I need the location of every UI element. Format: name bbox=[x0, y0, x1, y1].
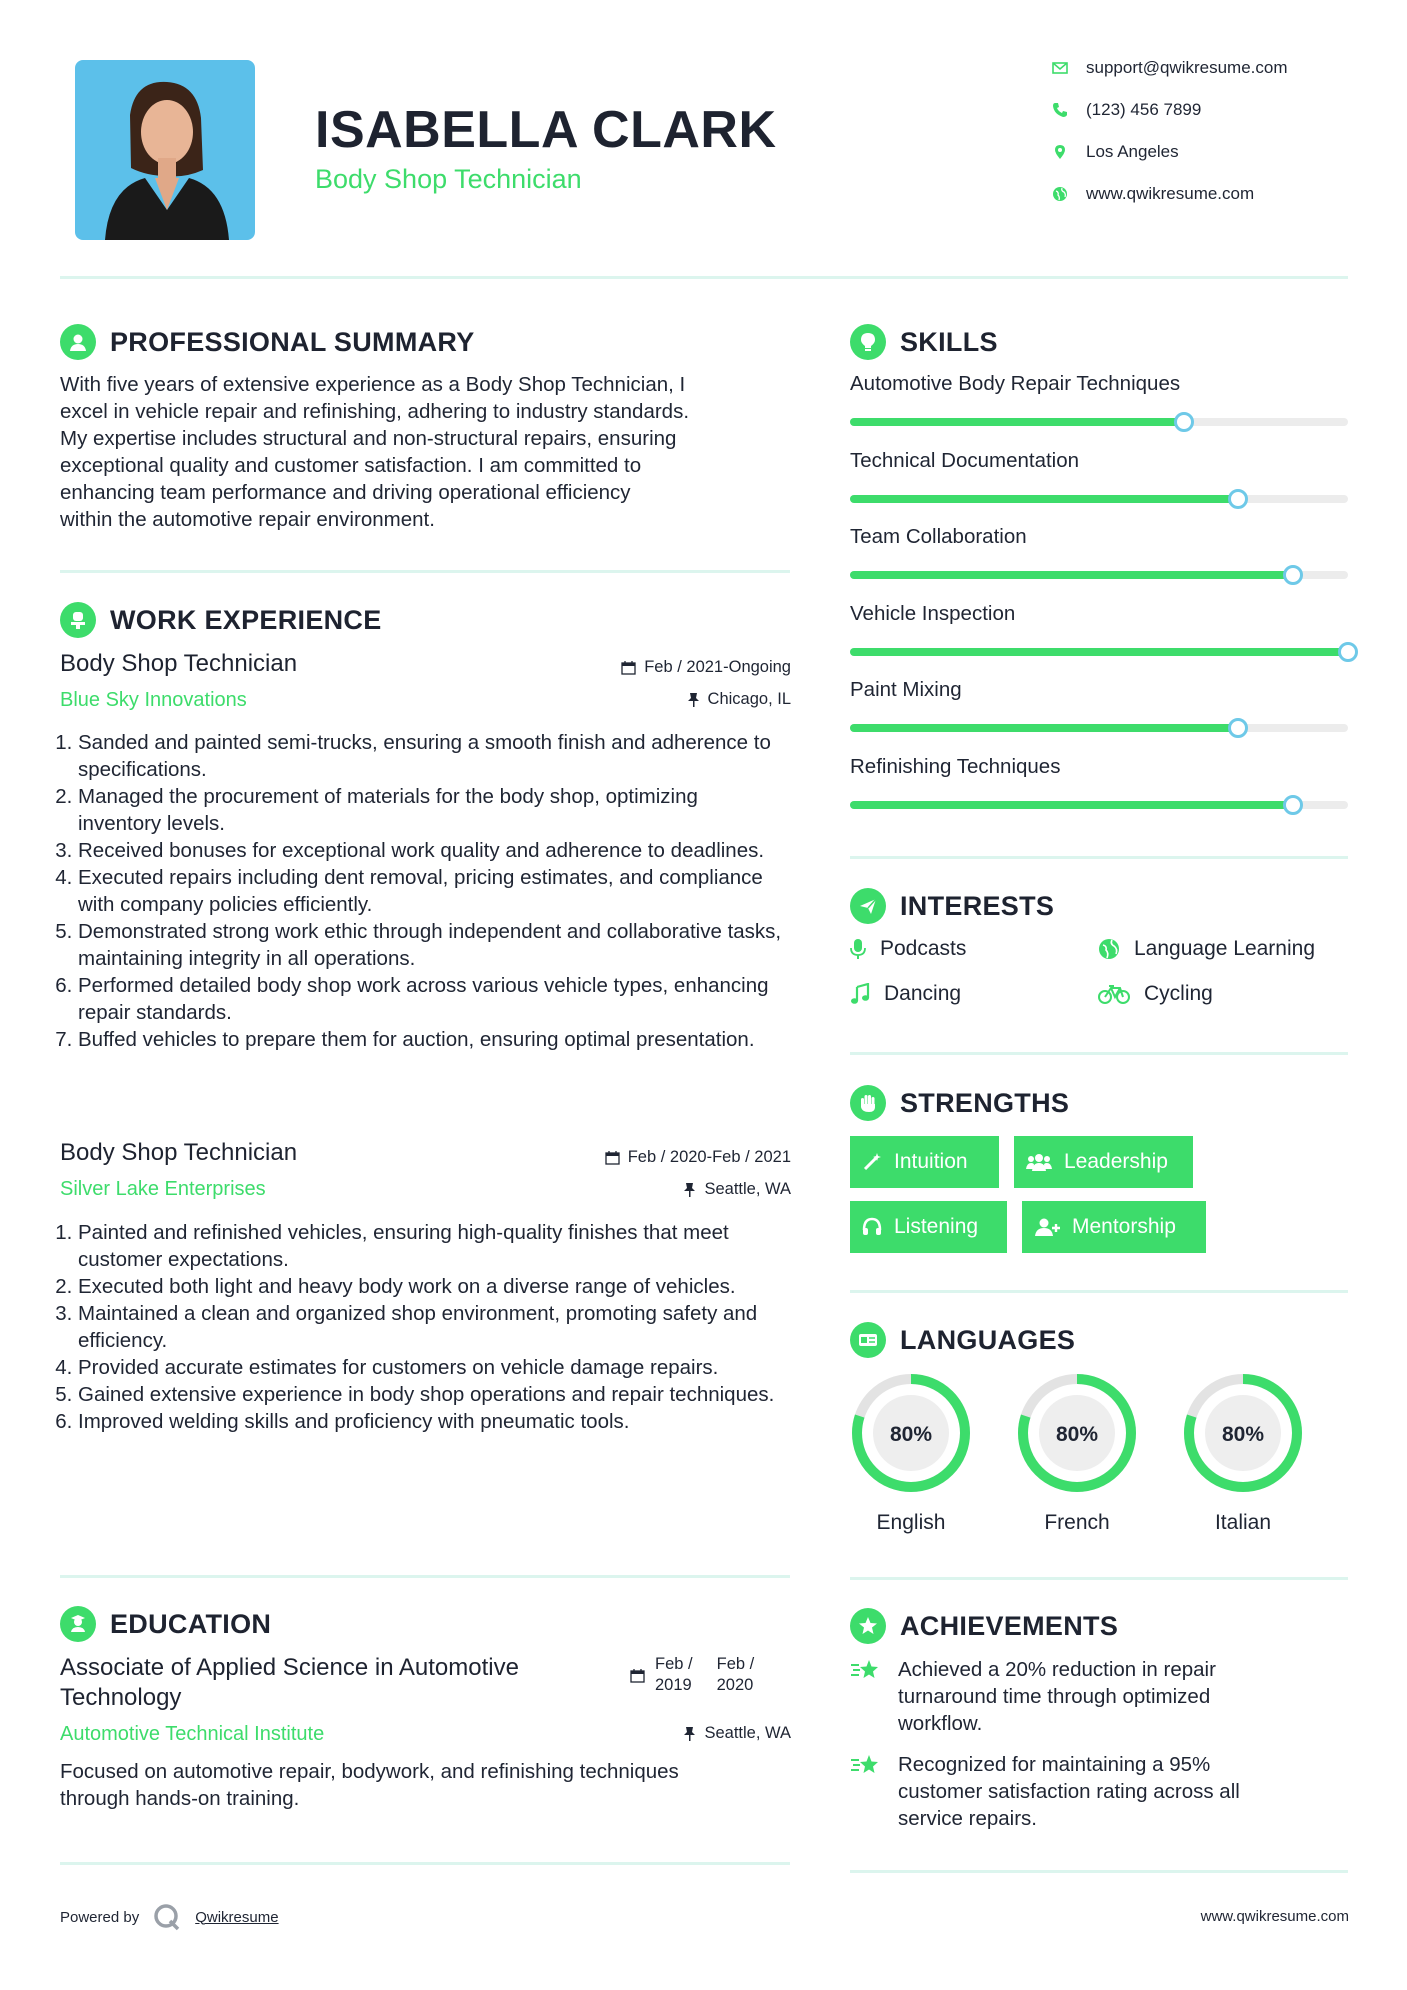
user-icon bbox=[60, 324, 96, 360]
education-heading bbox=[60, 1606, 271, 1642]
interest-label: Cycling bbox=[1144, 982, 1213, 1005]
summary-line: With five years of extensive experience as a Body Shop Technician, I bbox=[60, 373, 686, 396]
contact-website-text: www.qwikresume.com bbox=[1086, 184, 1255, 203]
interest-item bbox=[1098, 937, 1315, 961]
language-item bbox=[850, 1372, 972, 1535]
strength-tag bbox=[1022, 1201, 1206, 1253]
skill-bar bbox=[850, 724, 1348, 732]
paper-plane-icon bbox=[850, 888, 886, 924]
star-badge-icon bbox=[850, 1608, 886, 1644]
skill-label: Paint Mixing bbox=[850, 678, 962, 701]
degree-line: Associate of Applied Science in Automotive bbox=[60, 1654, 519, 1681]
language-ring bbox=[1182, 1372, 1304, 1494]
skill-bar-fill bbox=[850, 571, 1293, 579]
strengths-heading bbox=[850, 1085, 1069, 1121]
skill-bar-fill bbox=[850, 418, 1184, 426]
summary-title: PROFESSIONAL SUMMARY bbox=[110, 326, 475, 357]
job-bullet: 5. Demonstrated strong work ethic through independent and collaborative tasks, maintaining integrity in all operations. bbox=[78, 918, 785, 972]
strength-tag bbox=[850, 1136, 999, 1188]
interests-title: INTERESTS bbox=[900, 890, 1055, 921]
achievements-title: ACHIEVEMENTS bbox=[900, 1610, 1119, 1641]
pushpin-icon bbox=[683, 1726, 696, 1741]
contact-location bbox=[1052, 142, 1179, 162]
job-bullet: 6. Improved welding skills and proficiency with pneumatic tools. bbox=[78, 1408, 795, 1435]
footer-powered-by bbox=[60, 1903, 279, 1931]
job-location-text: Chicago, IL bbox=[707, 690, 791, 708]
strength-tag bbox=[1014, 1136, 1193, 1188]
strengths-title: STRENGTHS bbox=[900, 1087, 1070, 1118]
achievement-line: customer satisfaction rating across all bbox=[898, 1780, 1240, 1803]
hand-icon bbox=[850, 1085, 886, 1121]
skills-title: SKILLS bbox=[900, 326, 998, 357]
job-bullet: 3. Received bonuses for exceptional work quality and adherence to deadlines. bbox=[78, 837, 785, 864]
contact-phone[interactable] bbox=[1052, 100, 1201, 120]
language-ring bbox=[1016, 1372, 1138, 1494]
bicycle-icon bbox=[1098, 983, 1130, 1005]
envelope-icon bbox=[1052, 60, 1068, 76]
contact-location-text: Los Angeles bbox=[1086, 142, 1179, 161]
skill-bar-knob bbox=[1283, 795, 1303, 815]
interest-label: Language Learning bbox=[1134, 937, 1316, 960]
job-company: Blue Sky Innovations bbox=[60, 689, 247, 711]
experience-heading bbox=[60, 602, 382, 638]
section-divider bbox=[60, 1575, 790, 1578]
language-ring bbox=[850, 1372, 972, 1494]
school: Automotive Technical Institute bbox=[60, 1723, 325, 1745]
achievement-item bbox=[850, 1656, 1216, 1737]
skill-bar-knob bbox=[1283, 565, 1303, 585]
languages-title: LANGUAGES bbox=[900, 1324, 1076, 1355]
languages-heading bbox=[850, 1322, 1075, 1358]
brand-link[interactable]: Qwikresume bbox=[195, 1908, 279, 1926]
interests-heading bbox=[850, 888, 1054, 924]
language-item bbox=[1016, 1372, 1138, 1535]
calendar-icon bbox=[605, 1150, 620, 1165]
job-company: Silver Lake Enterprises bbox=[60, 1178, 266, 1200]
education-start-month: Feb / bbox=[655, 1655, 693, 1673]
education-end bbox=[703, 1654, 755, 1696]
job-bullet: 7. Buffed vehicles to prepare them for auction, ensuring optimal presentation. bbox=[78, 1026, 785, 1053]
shooting-star-icon bbox=[850, 1658, 882, 1684]
language-label: French bbox=[1044, 1511, 1110, 1534]
language-label: Italian bbox=[1214, 1511, 1272, 1534]
skill-label: Automotive Body Repair Techniques bbox=[850, 372, 1181, 395]
skill-bar-knob bbox=[1338, 642, 1358, 662]
job-location-text: Seattle, WA bbox=[704, 1180, 791, 1198]
microphone-icon bbox=[850, 938, 866, 960]
education-start bbox=[655, 1654, 693, 1696]
job-location bbox=[687, 690, 791, 709]
contact-email[interactable] bbox=[1052, 58, 1288, 78]
section-divider bbox=[850, 1052, 1348, 1055]
skill-label: Refinishing Techniques bbox=[850, 754, 1061, 778]
footer-url[interactable]: www.qwikresume.com bbox=[1200, 1908, 1349, 1925]
summary-line: exceptional quality and customer satisfaction. I am committed to bbox=[60, 454, 642, 477]
language-card-icon bbox=[850, 1322, 886, 1358]
education-location-text: Seattle, WA bbox=[704, 1724, 791, 1742]
education-location bbox=[683, 1724, 791, 1743]
skill-bar-fill bbox=[850, 801, 1293, 809]
education-desc-line: Focused on automotive repair, bodywork, and refinishing techniques bbox=[60, 1760, 679, 1783]
pushpin-icon bbox=[683, 1182, 696, 1197]
section-divider bbox=[60, 1862, 790, 1865]
skill-bar-knob bbox=[1174, 412, 1194, 432]
language-item bbox=[1182, 1372, 1304, 1535]
language-percent: 80% bbox=[1221, 1423, 1265, 1446]
job-date bbox=[621, 658, 791, 677]
job-bullet: 3. Maintained a clean and organized shop environment, promoting safety and efficiency. bbox=[78, 1300, 795, 1354]
skill-bar-fill bbox=[850, 648, 1348, 656]
degree bbox=[60, 1653, 519, 1713]
achievement-text bbox=[898, 1751, 1240, 1832]
job-location bbox=[683, 1180, 791, 1199]
magic-wand-icon bbox=[862, 1152, 882, 1172]
job-bullet: 1. Painted and refinished vehicles, ensuring high-quality finishes that meet customer expectations. bbox=[78, 1219, 795, 1273]
job-date bbox=[605, 1148, 791, 1167]
experience-title: WORK EXPERIENCE bbox=[110, 604, 382, 635]
candidate-role: Body Shop Technician bbox=[315, 164, 582, 194]
briefcase-icon bbox=[60, 602, 96, 638]
job-date-text: Feb / 2021-Ongoing bbox=[644, 658, 791, 676]
music-note-icon bbox=[850, 983, 870, 1005]
education-end-month: Feb / bbox=[716, 1655, 755, 1673]
education-start-year: 2019 bbox=[655, 1676, 692, 1694]
skill-bar bbox=[850, 801, 1348, 809]
achievement-line: turnaround time through optimized bbox=[898, 1685, 1211, 1708]
skill-label: Team Collaboration bbox=[850, 525, 1027, 548]
achievements-heading bbox=[850, 1608, 1118, 1644]
interest-label: Dancing bbox=[884, 982, 962, 1005]
contact-website[interactable] bbox=[1052, 184, 1254, 204]
graduate-icon bbox=[60, 1606, 96, 1642]
strength-label: Leadership bbox=[1064, 1150, 1168, 1173]
candidate-name: ISABELLA CLARK bbox=[315, 101, 777, 159]
achievement-item bbox=[850, 1751, 1240, 1832]
header-divider bbox=[60, 276, 1348, 279]
headphones-icon bbox=[862, 1217, 882, 1237]
contact-email-text: support@qwikresume.com bbox=[1086, 58, 1288, 77]
skill-bar-fill bbox=[850, 495, 1238, 503]
section-divider bbox=[850, 1870, 1348, 1873]
interest-item bbox=[850, 982, 961, 1006]
job-bullet: 1. Sanded and painted semi-trucks, ensuring a smooth finish and adherence to specifications. bbox=[78, 729, 785, 783]
skill-bar-fill bbox=[850, 724, 1238, 732]
summary-heading bbox=[60, 324, 475, 360]
job-bullet: 4. Executed repairs including dent removal, pricing estimates, and compliance with company policies efficiently. bbox=[78, 864, 785, 918]
achievement-line: Recognized for maintaining a 95% bbox=[898, 1753, 1211, 1776]
users-icon bbox=[1026, 1152, 1052, 1172]
skill-label: Technical Documentation bbox=[850, 448, 1080, 472]
summary-line: within the automotive repair environment. bbox=[60, 508, 435, 531]
phone-icon bbox=[1052, 102, 1068, 118]
education-end-year: 2020 bbox=[716, 1676, 754, 1694]
skill-bar-knob bbox=[1228, 718, 1248, 738]
strength-label: Intuition bbox=[894, 1150, 968, 1173]
skills-heading bbox=[850, 324, 998, 360]
calendar-icon bbox=[621, 660, 636, 675]
skill-bar bbox=[850, 648, 1348, 656]
summary-line: excel in vehicle repair and refinishing, adhering to industry standards. bbox=[60, 400, 690, 423]
job-bullet: 2. Managed the procurement of materials for the body shop, optimizing inventory levels. bbox=[78, 783, 785, 837]
globe-icon bbox=[1098, 938, 1120, 960]
achievement-line: Achieved a 20% reduction in repair bbox=[898, 1658, 1216, 1681]
job-bullets bbox=[60, 1219, 795, 1435]
interest-item bbox=[1098, 982, 1213, 1006]
powered-by-text: Powered by bbox=[60, 1908, 140, 1926]
education-desc bbox=[60, 1758, 805, 1812]
section-divider bbox=[850, 856, 1348, 859]
globe-icon bbox=[1052, 186, 1068, 202]
skill-label: Vehicle Inspection bbox=[850, 601, 1016, 625]
skill-bar-knob bbox=[1228, 489, 1248, 509]
user-plus-icon bbox=[1034, 1217, 1060, 1237]
degree-line: Technology bbox=[60, 1684, 182, 1711]
education-dates bbox=[630, 1654, 754, 1696]
education-title: EDUCATION bbox=[110, 1608, 272, 1639]
section-divider bbox=[60, 570, 790, 573]
strength-label: Mentorship bbox=[1072, 1215, 1176, 1238]
language-percent: 80% bbox=[889, 1423, 933, 1446]
skill-bar bbox=[850, 418, 1348, 426]
job-bullet: 2. Executed both light and heavy body work on a diverse range of vehicles. bbox=[78, 1273, 795, 1300]
language-label: English bbox=[876, 1511, 946, 1534]
job-bullet: 5. Gained extensive experience in body shop operations and repair techniques. bbox=[78, 1381, 795, 1408]
skill-bar bbox=[850, 495, 1348, 503]
section-divider bbox=[850, 1290, 1348, 1293]
education-desc-line: through hands-on training. bbox=[60, 1787, 300, 1810]
profile-photo bbox=[75, 60, 255, 240]
skill-bar bbox=[850, 571, 1348, 579]
interest-label: Podcasts bbox=[880, 937, 967, 960]
calendar-icon bbox=[630, 1668, 645, 1683]
contact-phone-text: (123) 456 7899 bbox=[1086, 100, 1202, 119]
lightbulb-icon bbox=[850, 324, 886, 360]
strength-tag bbox=[850, 1201, 1007, 1253]
summary-text bbox=[60, 371, 805, 533]
job-bullet: 6. Performed detailed body shop work across various vehicle types, enhancing repair standards. bbox=[78, 972, 785, 1026]
interest-item bbox=[850, 937, 966, 961]
job-bullet: 4. Provided accurate estimates for customers on vehicle damage repairs. bbox=[78, 1354, 795, 1381]
pushpin-icon bbox=[687, 692, 700, 707]
map-pin-icon bbox=[1052, 144, 1068, 160]
language-percent: 80% bbox=[1055, 1423, 1099, 1446]
section-divider bbox=[850, 1577, 1348, 1580]
summary-line: My expertise includes structural and non-structural repairs, ensuring bbox=[60, 427, 677, 450]
strength-label: Listening bbox=[894, 1215, 979, 1238]
job-date-text: Feb / 2020-Feb / 2021 bbox=[627, 1148, 791, 1166]
job-title: Body Shop Technician bbox=[60, 650, 298, 677]
job-bullets bbox=[60, 729, 785, 1053]
summary-line: enhancing team performance and driving operational efficiency bbox=[60, 481, 631, 504]
job-title: Body Shop Technician bbox=[60, 1139, 298, 1166]
achievement-line: workflow. bbox=[898, 1712, 983, 1735]
achievement-line: service repairs. bbox=[898, 1807, 1037, 1830]
shooting-star-icon bbox=[850, 1753, 882, 1779]
achievement-text bbox=[898, 1656, 1216, 1737]
qwikresume-logo-icon bbox=[153, 1903, 181, 1931]
